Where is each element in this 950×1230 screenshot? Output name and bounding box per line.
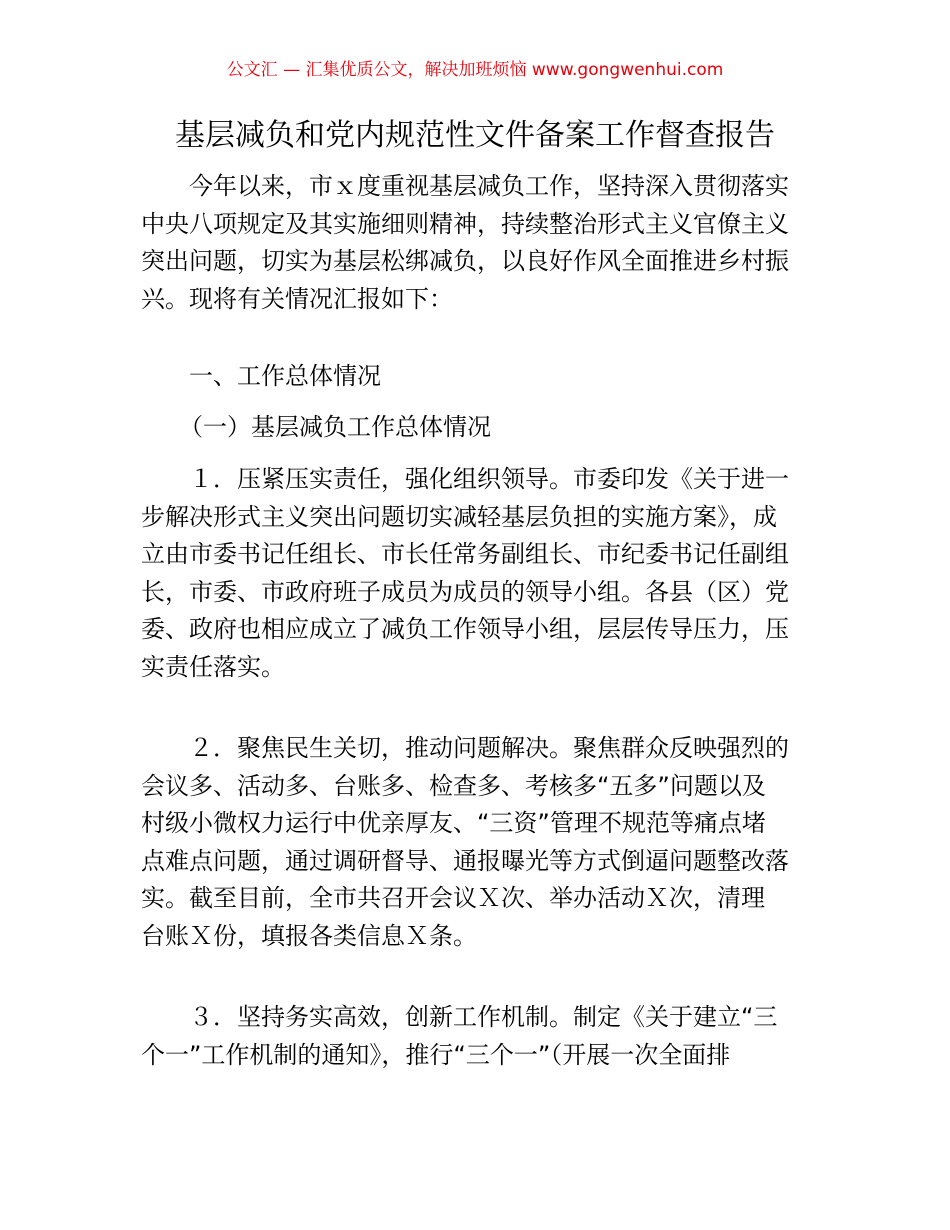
paragraph-line: ２．聚焦民生关切，推动问题解决。聚焦群众反映强烈的 [189,734,789,762]
paragraph-1 [141,461,813,686]
intro-line: 中央八项规定及其实施细则精神，持续整治形式主义官僚主义 [141,209,789,238]
paragraph-line: 村级小微权力运行中优亲厚友、“三资”管理不规范等痛点堵 [141,809,766,837]
subsection-heading: （一）基层减负工作总体情况 [179,413,491,441]
site-banner: 公文汇 — 汇集优质公文，解决加班烦恼 www.gongwenhui.com [226,60,724,80]
paragraph-line: １．压紧压实责任，强化组织领导。市委印发《关于进一 [189,465,789,493]
intro-line: 今年以来，市ｘ度重视基层减负工作，坚持深入贯彻落实 [189,172,789,200]
paragraph-line: 长，市委、市政府班子成员为成员的领导小组。各县（区）党 [141,577,789,606]
paragraph-line: 立由市委书记任组长、市长任常务副组长、市纪委书记任副组 [141,540,789,568]
paragraph-line: 点难点问题，通过调研督导、通报曝光等方式倒逼问题整改落 [141,846,789,875]
paragraph-line: 会议多、活动多、台账多、检查多、考核多“五多”问题以及 [141,771,766,800]
paragraph-line: 个一”工作机制的通知》，推行“三个一”（开展一次全面排 [141,1040,731,1069]
section-heading: 一、工作总体情况 [189,362,381,390]
intro-line: 兴。现将有关情况汇报如下： [141,284,453,313]
paragraph-3 [141,999,813,1074]
paragraph-2 [141,730,813,955]
intro-line: 突出问题，切实为基层松绑减负，以良好作风全面推进乡村振 [141,247,789,275]
paragraph-line: 台账Ｘ份，填报各类信息Ｘ条。 [141,921,477,950]
paragraph-line: ３．坚持务实高效，创新工作机制。制定《关于建立“三 [189,1003,778,1031]
paragraph-line: 实责任落实。 [141,652,285,681]
paragraph-line: 委、政府也相应成立了减负工作领导小组，层层传导压力，压 [141,615,789,643]
intro-paragraph [141,168,813,318]
paragraph-line: 步解决形式主义突出问题切实减轻基层负担的实施方案》，成 [141,502,777,531]
paragraph-line: 实。截至目前，全市共召开会议Ｘ次、举办活动Ｘ次，清理 [141,884,765,912]
document-title: 基层减负和党内规范性文件备案工作督查报告 [175,118,775,153]
